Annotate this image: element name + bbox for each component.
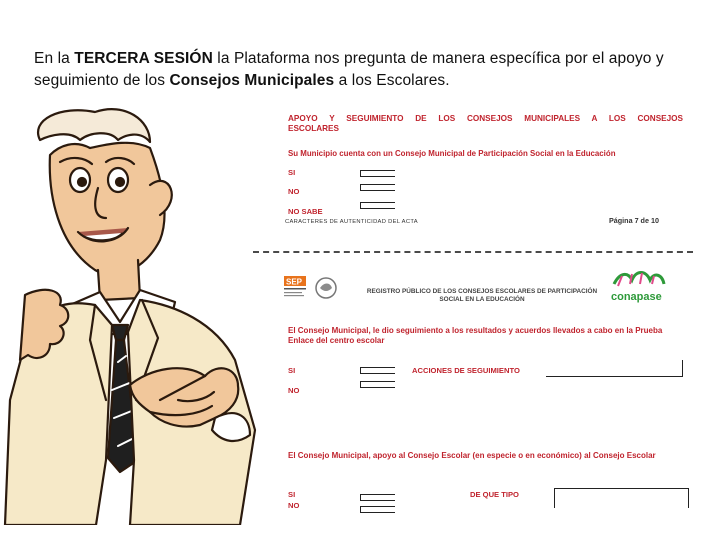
sep-logo-icon: [284, 274, 342, 304]
form-panel-consejos-municipales: [285, 112, 690, 252]
intro-text-2: la Plataforma nos pregunta de manera específica por el apoyo y seguimiento de los: [34, 50, 664, 89]
form2-q1-option-si: SI: [288, 366, 296, 375]
conapase-logo-text: conapase: [611, 291, 662, 303]
form2-q1-option-no: NO: [288, 386, 300, 395]
form2-q2-field-right-edge: [688, 488, 689, 508]
form1-page-number: Página 7 de 10: [609, 216, 659, 225]
form2-question2: El Consejo Municipal, apoyo al Consejo Escolar (en especie o en económico) al Consejo Escolar: [288, 451, 656, 460]
form1-checkbox-no-sabe[interactable]: [360, 202, 395, 209]
intro-text-3: a los Escolares.: [334, 72, 450, 89]
form2-q1-checkbox-no[interactable]: [360, 381, 395, 388]
form1-checkbox-si[interactable]: [360, 170, 395, 177]
intro-bold-session: TERCERA SESIÓN: [74, 50, 213, 67]
form1-option-si: SI: [288, 168, 296, 177]
form1-heading-line1: APOYO Y SEGUIMIENTO DE LOS CONSEJOS MUNICIPALES A LOS CONSEJOS: [288, 114, 683, 123]
page-separator: [253, 251, 693, 253]
form2-q1-field-label: ACCIONES DE SEGUIMIENTO: [412, 366, 520, 375]
sep-logo-text: SEP: [286, 277, 303, 287]
form1-option-no-sabe: NO SABE: [288, 207, 323, 216]
form1-checkbox-no[interactable]: [360, 184, 395, 191]
form2-q2-tipo-field[interactable]: [554, 488, 688, 489]
form2-q2-field-left-edge: [554, 488, 555, 508]
form1-option-no: NO: [288, 187, 300, 196]
registry-title: REGISTRO PÚBLICO DE LOS CONSEJOS ESCOLARES DE PARTICIPACIÓN SOCIAL EN LA EDUCACIÓN: [366, 288, 598, 303]
intro-bold-consejos: Consejos Municipales: [169, 72, 335, 89]
form1-footer-autenticidad: CARACTERES DE AUTENTICIDAD DEL ACTA: [285, 219, 418, 225]
form2-q1-checkbox-si[interactable]: [360, 367, 395, 374]
form1-heading-line2: ESCOLARES: [288, 124, 339, 133]
form2-q1-acciones-field[interactable]: [546, 376, 682, 377]
form2-q1-field-edge: [682, 360, 683, 377]
form2-q2-checkbox-si[interactable]: [360, 494, 395, 501]
form2-q2-checkbox-no[interactable]: [360, 506, 395, 513]
form-panel-registro-publico: [270, 266, 695, 516]
intro-text-1: En la: [34, 50, 75, 67]
form2-q2-option-no: NO: [288, 501, 300, 510]
conapase-logo-icon: [610, 270, 666, 306]
form2-q2-option-si: SI: [288, 490, 296, 499]
intro-paragraph: [34, 48, 694, 92]
form1-question: Su Municipio cuenta con un Consejo Municipal de Participación Social en la Educación: [288, 149, 616, 158]
form1-heading: [288, 114, 683, 134]
form2-q2-field-label: DE QUE TIPO: [470, 490, 519, 499]
cartoon-man-illustration: [0, 100, 285, 525]
form2-question1: El Consejo Municipal, le dio seguimiento a los resultados y acuerdos llevados a cabo en la Prueba Enlace del centro escolar: [288, 326, 663, 345]
